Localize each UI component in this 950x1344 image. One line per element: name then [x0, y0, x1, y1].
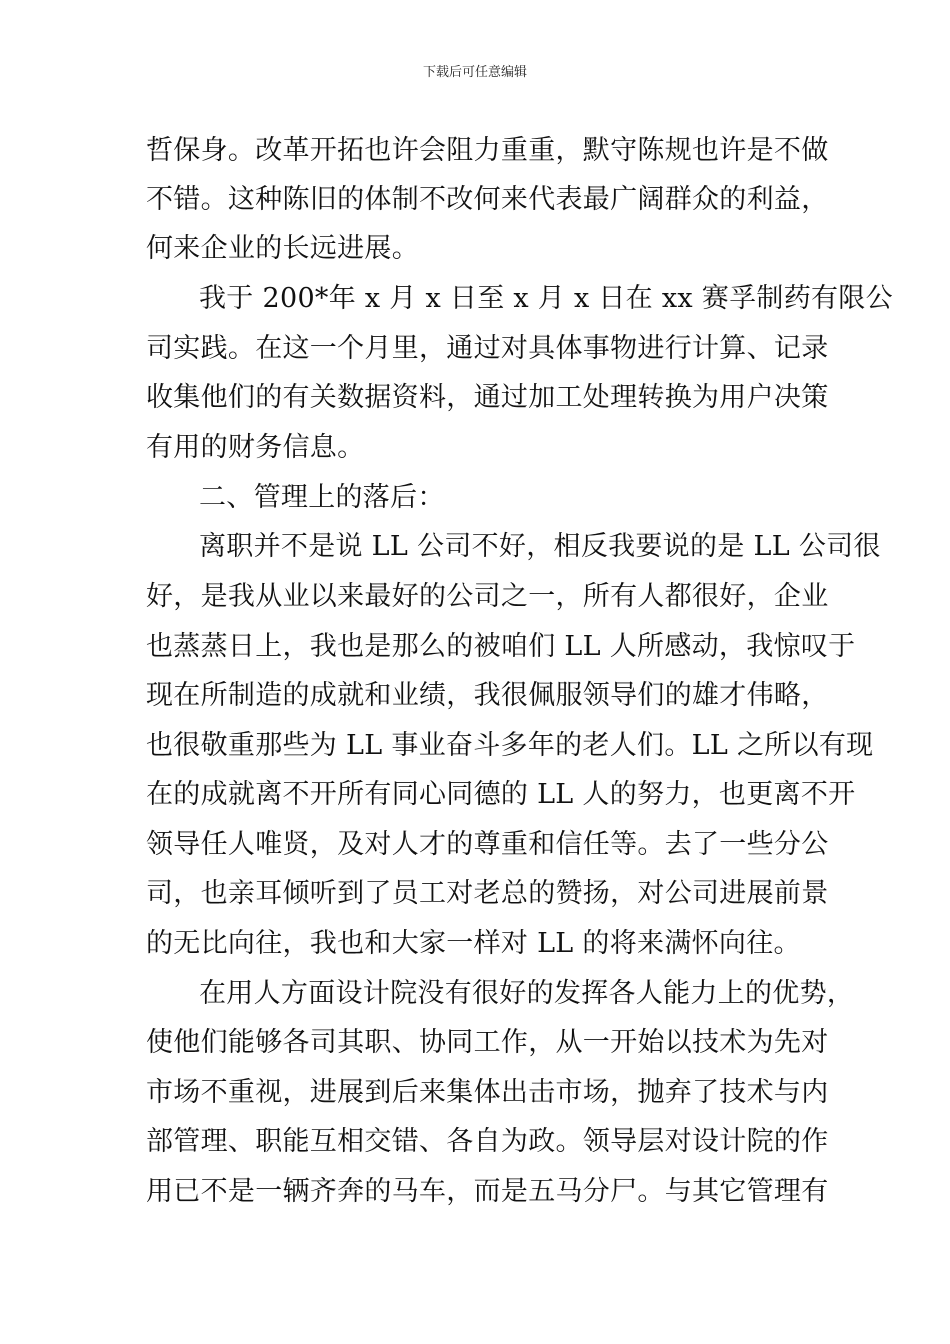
text-line: 用已不是一辆齐奔的马车，而是五马分尸。与其它管理有	[146, 1176, 829, 1207]
text-line: 不错。这种陈旧的体制不改何来代表最广阔群众的利益，	[146, 184, 829, 215]
text-line: 的无比向往，我也和大家一样对 LL 的将来满怀向往。	[146, 928, 801, 959]
text-line: 哲保身。改革开拓也许会阻力重重，默守陈规也许是不做	[146, 135, 829, 166]
text-line: 司，也亲耳倾听到了员工对老总的赞扬，对公司进展前景	[146, 878, 829, 909]
text-line: 部管理、职能互相交错、各自为政。领导层对设计院的作	[146, 1126, 829, 1157]
text-line: 也很敬重那些为 LL 事业奋斗多年的老人们。LL 之所以有现	[146, 730, 874, 761]
text-line: 也蒸蒸日上，我也是那么的被咱们 LL 人所感动，我惊叹于	[146, 631, 856, 662]
text-line: 收集他们的有关数据资料，通过加工处理转换为用户决策	[146, 382, 829, 413]
text-line: 使他们能够各司其职、协同工作，从一开始以技术为先对	[146, 1027, 829, 1058]
text-line: 在的成就离不开所有同心同德的 LL 人的努力，也更离不开	[146, 779, 856, 810]
text-line: 好，是我从业以来最好的公司之一，所有人都很好，企业	[146, 581, 829, 612]
paragraph-first-line: 离职并不是说 LL 公司不好，相反我要说的是 LL 公司很	[199, 531, 881, 562]
text-line: 现在所制造的成就和业绩，我很佩服领导们的雄才伟略，	[146, 680, 829, 711]
section-heading: 二、管理上的落后：	[199, 482, 445, 513]
text-line: 何来企业的长远进展。	[146, 233, 419, 264]
paragraph-first-line: 我于 200*年 x 月 x 日至 x 月 x 日在 xx 赛孚制药有限公	[199, 283, 893, 314]
text-line: 市场不重视，进展到后来集体出击市场，抛弃了技术与内	[146, 1077, 829, 1108]
page-header: 下载后可任意编辑	[422, 65, 527, 80]
text-line: 领导任人唯贤，及对人才的尊重和信任等。去了一些分公	[146, 829, 829, 860]
paragraph-first-line: 在用人方面设计院没有很好的发挥各人能力上的优势，	[199, 978, 855, 1009]
text-line: 有用的财务信息。	[146, 432, 365, 463]
text-line: 司实践。在这一个月里，通过对具体事物进行计算、记录	[146, 333, 829, 364]
